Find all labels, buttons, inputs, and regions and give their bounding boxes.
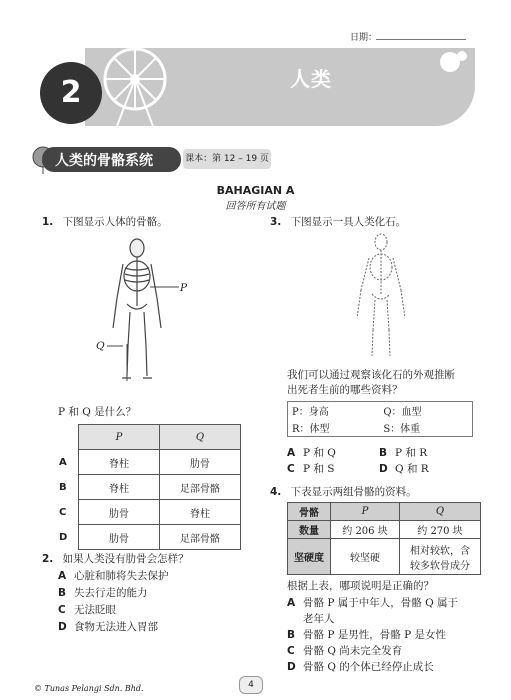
chapter-title: 人类 [290, 67, 332, 91]
date-line [376, 39, 466, 40]
q1-stem [42, 214, 168, 229]
q4-stem: 4. 下表显示两组骨骼的资料。 [270, 486, 417, 498]
q4-option-b[interactable]: B 骨骼 P 是男性，骨骼 P 是女性 [287, 629, 446, 641]
part-title: BAHAGIAN A [216, 184, 295, 197]
q1-option-row[interactable]: D 肋骨 足部骨骼 [58, 525, 241, 550]
cloud-decoration [425, 48, 470, 78]
q3-options [287, 445, 473, 477]
textbook-reference: 课本：第 12 – 19 页 [183, 149, 271, 169]
chapter-number: 2 [40, 62, 102, 124]
q3-text: 我们可以通过观察该化石的外观推断 出死者生前的哪些资料？ [287, 369, 455, 396]
page-number: 4 [239, 676, 263, 694]
date-label: 日期： [350, 33, 378, 43]
q3-stem: 3. 下图显示一具人类化石。 [270, 216, 407, 228]
q1-number: 1. [42, 216, 54, 228]
q4-options: A 骨骼 P 属于中年人，骨骼 Q 属于 老年人 B 骨骼 P 是男性，骨骼 P 是女性 C 骨骼 Q 尚未完全发育 D 骨骼 Q 的个体已经停止成长 [287, 597, 459, 673]
q1-option-row[interactable]: C 肋骨 脊柱 [58, 500, 241, 525]
q4-option-d[interactable]: D 骨骼 Q 的个体已经停止成长 [287, 661, 434, 673]
q3-option-d[interactable]: D Q 和 R [379, 463, 429, 475]
q1-label-p: P [180, 282, 188, 294]
q1-question: P 和 Q 是什么？ [58, 406, 137, 418]
q4-data-table: 骨骼 P Q 数量 约 206 块 约 270 块 坚硬度 较坚硬 相对较软，含 较多软骨成分 [287, 502, 481, 575]
skeleton-illustration [95, 236, 195, 386]
q1-header-q: Q [160, 425, 241, 450]
part-instruction: 回答所有试题 [225, 201, 286, 212]
q4-option-c[interactable]: C 骨骼 Q 尚未完全发育 [287, 645, 403, 657]
q4-question: 根据上表，哪项说明是正确的？ [287, 580, 434, 592]
q1-label-q: Q [96, 340, 105, 352]
q1-header-p: P [79, 425, 160, 450]
publisher-footer: © Tunas Pelangi Sdn. Bhd. [34, 684, 144, 693]
q1-option-row[interactable]: A 脊柱 肋骨 [58, 450, 241, 475]
q1-options-table [58, 424, 241, 550]
q2-stem: 2. 如果人类没有肋骨会怎样？ [42, 553, 189, 565]
q2-option-d[interactable]: D 食物无法进入胃部 [58, 621, 158, 633]
q3-option-b[interactable]: B P 和 R [379, 447, 428, 459]
q3-option-a[interactable]: A P 和 Q [287, 447, 336, 459]
q1-stem-text: 下图显示人体的骨骼。 [62, 216, 168, 228]
fossil-illustration [345, 232, 425, 362]
q1-option-row[interactable]: B 脊柱 足部骨骼 [58, 475, 241, 500]
section-title: 人类的骨骼系统 [55, 153, 153, 169]
q2-option-c[interactable]: C 无法眨眼 [58, 604, 116, 616]
q2-options [58, 568, 169, 636]
q3-properties-box: P：身高 Q：血型 R：体型 S：体重 [287, 401, 473, 437]
q3-option-c[interactable]: C P 和 S [287, 463, 335, 475]
q4-option-a[interactable]: A 骨骼 P 属于中年人，骨骼 Q 属于 [287, 597, 459, 609]
q2-option-a[interactable]: A 心脏和肺将失去保护 [58, 570, 169, 582]
q2-option-b[interactable]: B 失去行走的能力 [58, 587, 148, 599]
ferris-wheel-icon [95, 44, 175, 129]
